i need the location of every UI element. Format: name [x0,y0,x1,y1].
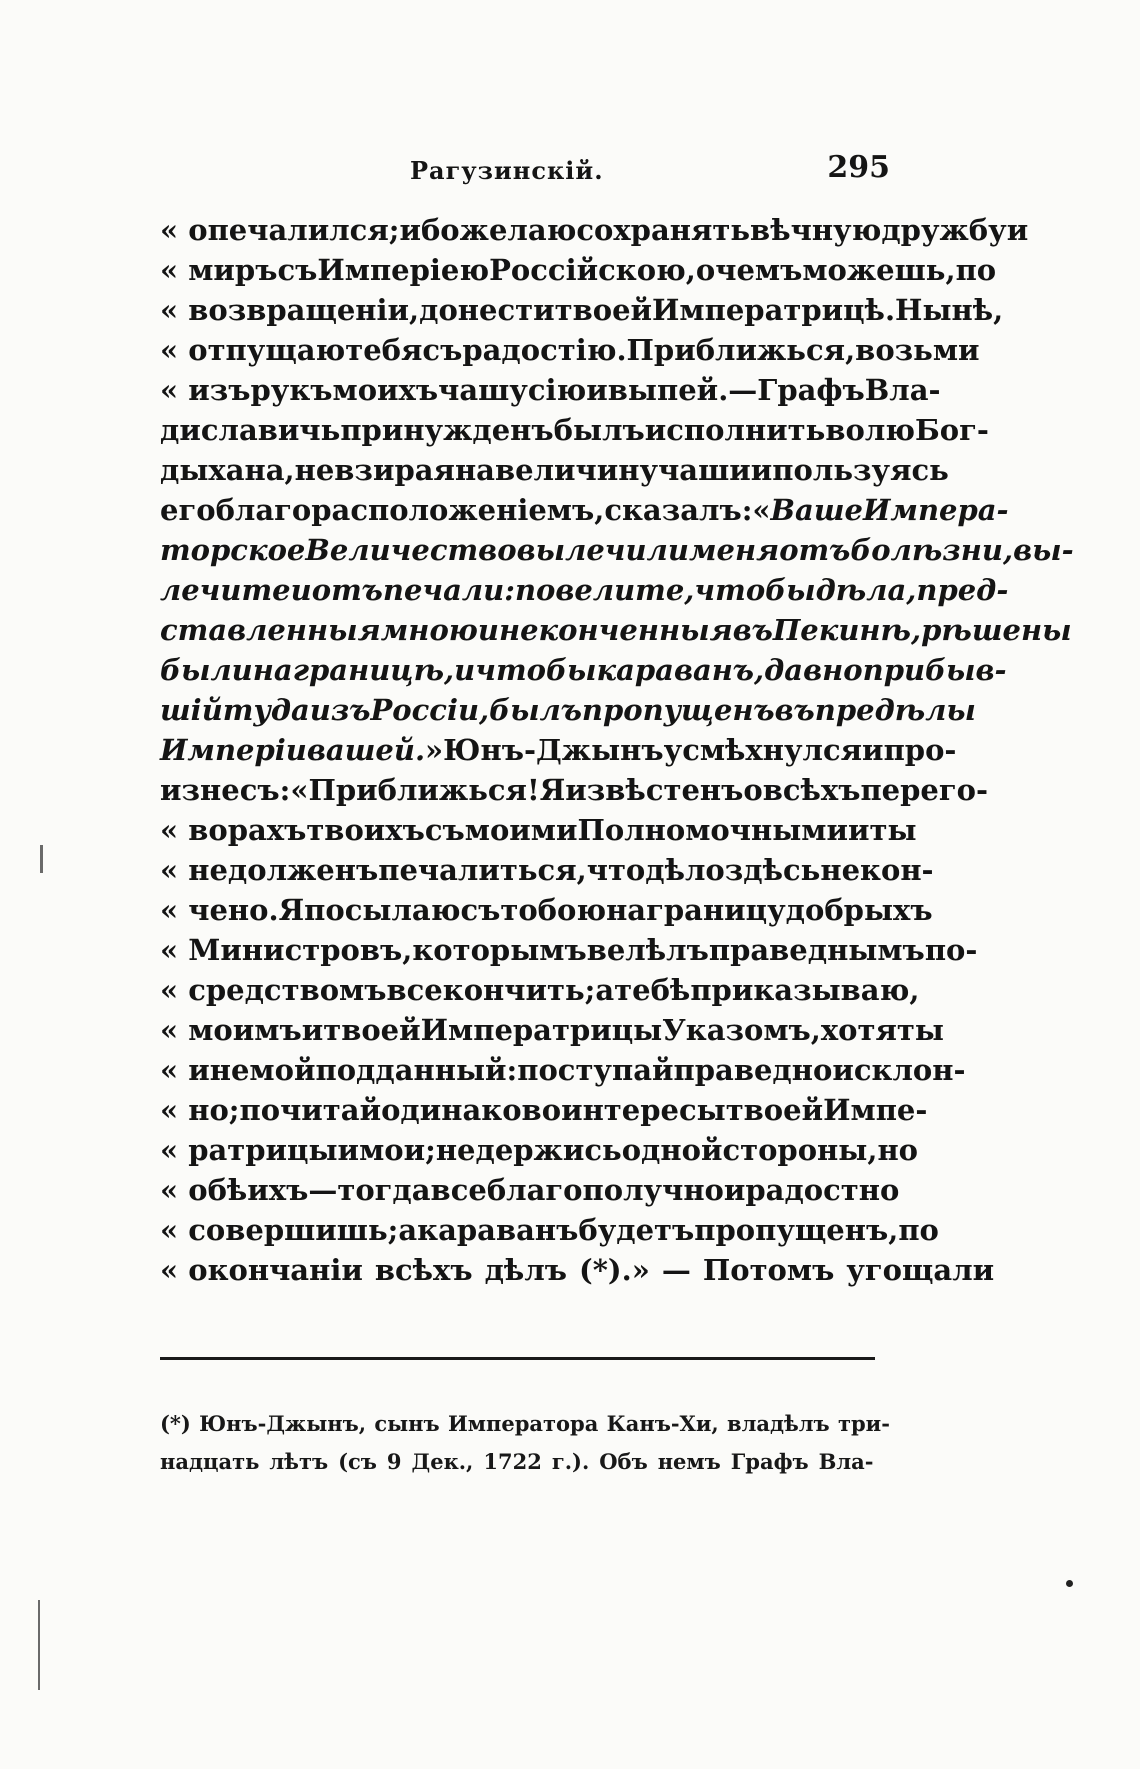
text-word: дѣло [645,853,725,887]
footnote [160,1405,890,1481]
text-word: отъ [779,533,851,567]
text-word: о [695,253,716,287]
text-word: кончить; [442,973,596,1007]
text-word: границѣ, [292,653,455,687]
text-line [160,1170,900,1210]
footnote-line [160,1443,890,1481]
text-word: которымъ [412,933,587,967]
text-line [160,650,1007,690]
text-word: и [1006,213,1029,247]
text-word: а [398,1213,418,1247]
text-word: ты [869,813,917,847]
text-word: и [750,453,773,487]
text-word: пропущенъ [581,693,775,727]
text-line [160,330,980,370]
text-word: « и [160,1053,210,1087]
text-word: съ [424,813,465,847]
text-word: но [877,1133,919,1167]
text-word: сію [527,373,587,407]
text-word: — [661,1253,691,1287]
text-word: по [898,1213,939,1247]
text-word: сказалъ: [604,493,753,527]
text-word: отъ [311,573,383,607]
text-word: сохранять [576,213,751,247]
text-word: Импе- [823,1093,928,1127]
text-word: моими [464,813,578,847]
text-word: твоей [725,1093,824,1127]
text-word: предѣлы [814,693,976,727]
text-word: съ [277,253,318,287]
footnote-word: Юнъ-Джынъ, [199,1411,367,1436]
text-word: чтобы [475,653,597,687]
footnote-word: Вла- [818,1449,874,1474]
footnote-word: владѣлъ [726,1411,830,1436]
text-word: караванъ, [596,653,765,687]
text-word: и [301,1013,324,1047]
text-word: « опечалился; [160,213,400,247]
text-word: интересы [561,1093,726,1127]
footnote-word: надцать [160,1449,260,1474]
text-word: Полномочными [577,813,849,847]
footnote-word: Объ [599,1449,648,1474]
text-word: Потомъ [702,1253,835,1287]
text-line [160,250,997,290]
text-word: давно [764,653,863,687]
text-word: Имперіи [160,733,307,767]
text-line [160,1090,928,1130]
text-word: угощали [846,1253,995,1287]
text-word: держись [475,1133,622,1167]
text-word: твоей [323,1013,421,1047]
text-word: чаши [658,453,751,487]
text-word: » [425,733,444,767]
text-word: рукъ [250,373,333,407]
running-title: Рагузинскій. [410,156,604,185]
scan-mark-left-lower [38,1600,40,1690]
footnote-divider [160,1357,875,1360]
text-word: тобою [500,893,607,927]
footnote-word: г.). [551,1449,590,1474]
text-word: Я [539,773,566,807]
text-word: о [743,773,763,807]
text-word: моихъ [332,373,439,407]
text-word: « изъ [160,373,251,407]
text-word: Ваше [770,493,863,527]
text-word: будетъ [578,1213,695,1247]
text-line [160,530,1074,570]
text-word: кон- [860,853,934,887]
text-word: дружбу [881,213,1007,247]
text-word: всѣхъ [374,1253,473,1287]
text-word: въ [774,693,815,727]
footnote-word: 1722 [483,1449,542,1474]
text-word: перего- [860,773,989,807]
text-word: все [430,1173,487,1207]
text-word: повелите, [514,573,695,607]
text-word: и [723,1173,746,1207]
text-word: и [586,373,608,407]
text-word: выпей.— [607,373,758,407]
footnote-line [160,1405,890,1443]
text-word: « но; [160,1093,240,1127]
text-word: « окончаніи [160,1253,363,1287]
text-word: « обѣихъ [160,1173,309,1207]
text-word: Имперіею [317,253,490,287]
text-line [160,210,1029,250]
text-line [160,450,949,490]
text-word: « совершишь; [160,1213,399,1247]
text-word: пред- [916,573,1009,607]
text-word: велѣлъ [586,933,709,967]
text-word: вашей. [306,733,426,767]
text-word: усмѣхнулся [663,733,863,767]
text-word: « ратрицы [160,1133,338,1167]
text-word: изнесъ: [160,773,291,807]
text-word: шій [160,693,223,727]
text-word: твоихъ [306,813,425,847]
text-word: извѣстенъ [565,773,744,807]
page-number: 295 [827,150,890,185]
text-word: дѣла, [815,573,917,607]
text-word: съ [460,893,501,927]
text-word: и [862,733,884,767]
text-word: склон- [853,1053,966,1087]
text-word: принужденъ [340,413,554,447]
text-word: Императрицы [420,1013,663,1047]
text-word: величину [494,453,659,487]
text-word: рѣшены [921,613,1072,647]
text-word: Бог- [915,413,989,447]
text-word: печалиться, [378,853,587,887]
text-word: « не [160,853,228,887]
text-word: по [955,253,997,287]
scan-mark-left [40,845,43,873]
text-line [160,810,917,850]
text-word: не [498,613,539,647]
text-word: подданный: [315,1053,518,1087]
text-word: вы- [1013,533,1074,567]
text-word: туда [222,693,310,727]
text-word: исполнить [644,413,826,447]
text-word: что [586,853,646,887]
text-word: печали: [382,573,515,607]
text-word: про- [883,733,957,767]
footnote-word: сынъ [374,1411,440,1436]
footnote-word: Графъ [730,1449,809,1474]
text-word: границу [646,893,786,927]
text-word: караванъ [417,1213,579,1247]
text-word: все [386,973,443,1007]
text-word: « чено. [160,893,279,927]
text-word: и [477,613,499,647]
text-word: « [752,493,771,527]
text-word: почитай [239,1093,382,1127]
text-word: не [294,453,335,487]
text-word: былъ [553,413,645,447]
text-word: ибо [399,213,460,247]
text-line [160,1250,995,1290]
text-word: конченныя [538,613,733,647]
text-word: твоей [554,293,653,327]
footnote-word: (*) [160,1411,191,1436]
text-word: праведнымъ [708,933,925,967]
text-word: и [848,813,870,847]
text-word: Я [278,893,305,927]
text-word: Юнъ-Джынъ [443,733,664,767]
text-word: съ [422,333,463,367]
text-word: мои; [359,1133,436,1167]
footnote-word: немъ [657,1449,721,1474]
text-word: хотя [820,1013,897,1047]
text-word: былъ [489,693,582,727]
text-word: Указомъ, [662,1013,821,1047]
text-word: « отпущаю [160,333,346,367]
text-line [160,490,1009,530]
text-word: желаю [459,213,577,247]
text-word: на [454,453,495,487]
footnote-word: Канъ-Хи, [606,1411,719,1436]
text-word: дыхана, [160,453,295,487]
text-line [160,930,978,970]
text-word: пользуясь [772,453,949,487]
text-word: на [252,653,293,687]
text-word: и [290,573,312,607]
text-line [160,1130,919,1170]
text-word: приказываю, [690,973,920,1007]
text-word: добрыхъ [785,893,933,927]
text-word: благополучно [486,1173,724,1207]
text-word: « Министровъ, [160,933,413,967]
text-word: радостію. [462,333,627,367]
text-word: изъ [309,693,371,727]
text-word: его [160,493,216,527]
text-line [160,1210,939,1250]
text-word: и [337,1133,360,1167]
text-word: торское [160,533,306,567]
footnote-word: 9 [386,1449,402,1474]
text-word: поступай [517,1053,674,1087]
text-word: и [832,1053,854,1087]
text-word: всѣхъ [762,773,861,807]
text-word: Графъ [757,373,865,407]
text-word: Вла- [864,373,941,407]
text-word: мною [380,613,478,647]
text-word: возьми [855,333,980,367]
text-word: пропущенъ, [694,1213,899,1247]
text-line [160,850,934,890]
text-word: взирая [334,453,455,487]
text-word: по- [924,933,978,967]
text-word: «Приближься! [290,773,540,807]
body-text [160,210,1074,1290]
footnote-word: Дек., [411,1449,474,1474]
text-word: и [454,653,476,687]
text-word: Россійскою, [489,253,696,287]
text-word: чашу [438,373,528,407]
text-word: Россіи, [370,693,490,727]
text-word: ты [896,1013,944,1047]
text-word: радостно [745,1173,900,1207]
text-word: на [606,893,647,927]
text-word: — [308,1173,338,1207]
running-head [160,150,890,194]
text-word: « ворахъ [160,813,307,847]
text-word: чтобы [694,573,816,607]
footnote-word: лѣтъ [269,1449,329,1474]
text-word: были [160,653,253,687]
text-word: « моимъ [160,1013,302,1047]
text-word: « средствомъ [160,973,387,1007]
text-word: мой [249,1053,316,1087]
text-line [160,370,941,410]
text-word: дѣлъ [484,1253,568,1287]
text-word: праведно [673,1053,833,1087]
text-word: не [209,1053,250,1087]
text-word: не [435,1133,476,1167]
text-word: болѣзни, [850,533,1014,567]
text-word: Величество [305,533,517,567]
text-word: въ [732,613,773,647]
text-line [160,770,989,810]
text-word: « возвращеніи, [160,293,420,327]
text-word: стороны, [722,1133,878,1167]
text-word: ставленныя [160,613,381,647]
text-word: одинаково [381,1093,562,1127]
text-line [160,610,1072,650]
text-line [160,1050,966,1090]
scan-mark-right [1066,1580,1073,1587]
text-word: тебѣ [614,973,691,1007]
text-line [160,730,957,770]
text-word: не [820,853,861,887]
text-word: Нынѣ, [895,293,1004,327]
text-word: волю [825,413,916,447]
footnote-word: (съ [338,1449,377,1474]
text-word: одной [621,1133,723,1167]
text-line [160,410,989,450]
text-word: тогда [337,1173,431,1207]
text-word: вѣчную [750,213,882,247]
text-word: Импера- [862,493,1009,527]
text-word: диславичь [160,413,341,447]
text-line [160,970,920,1010]
text-word: лечите [160,573,291,607]
text-line [160,570,1009,610]
text-line [160,690,976,730]
text-word: тебя [345,333,423,367]
text-word: здѣсь [724,853,821,887]
footnote-word: три- [837,1411,890,1436]
text-word: чемъ [715,253,803,287]
text-word: а [595,973,615,1007]
text-word: « миръ [160,253,278,287]
text-word: Императрицѣ. [652,293,896,327]
footnote-word: Императора [447,1411,599,1436]
text-word: (*).» [579,1253,650,1287]
text-line [160,890,933,930]
text-word: посылаю [304,893,461,927]
text-word: можешь, [802,253,956,287]
text-word: меня [688,533,780,567]
text-word: благорасположеніемъ, [215,493,605,527]
text-word: Пекинѣ, [772,613,922,647]
text-word: долженъ [227,853,379,887]
text-word: донести [419,293,555,327]
text-line [160,1010,944,1050]
text-word: Приближься, [626,333,856,367]
text-word: прибыв- [862,653,1007,687]
text-line [160,290,1004,330]
text-word: вылечили [516,533,689,567]
